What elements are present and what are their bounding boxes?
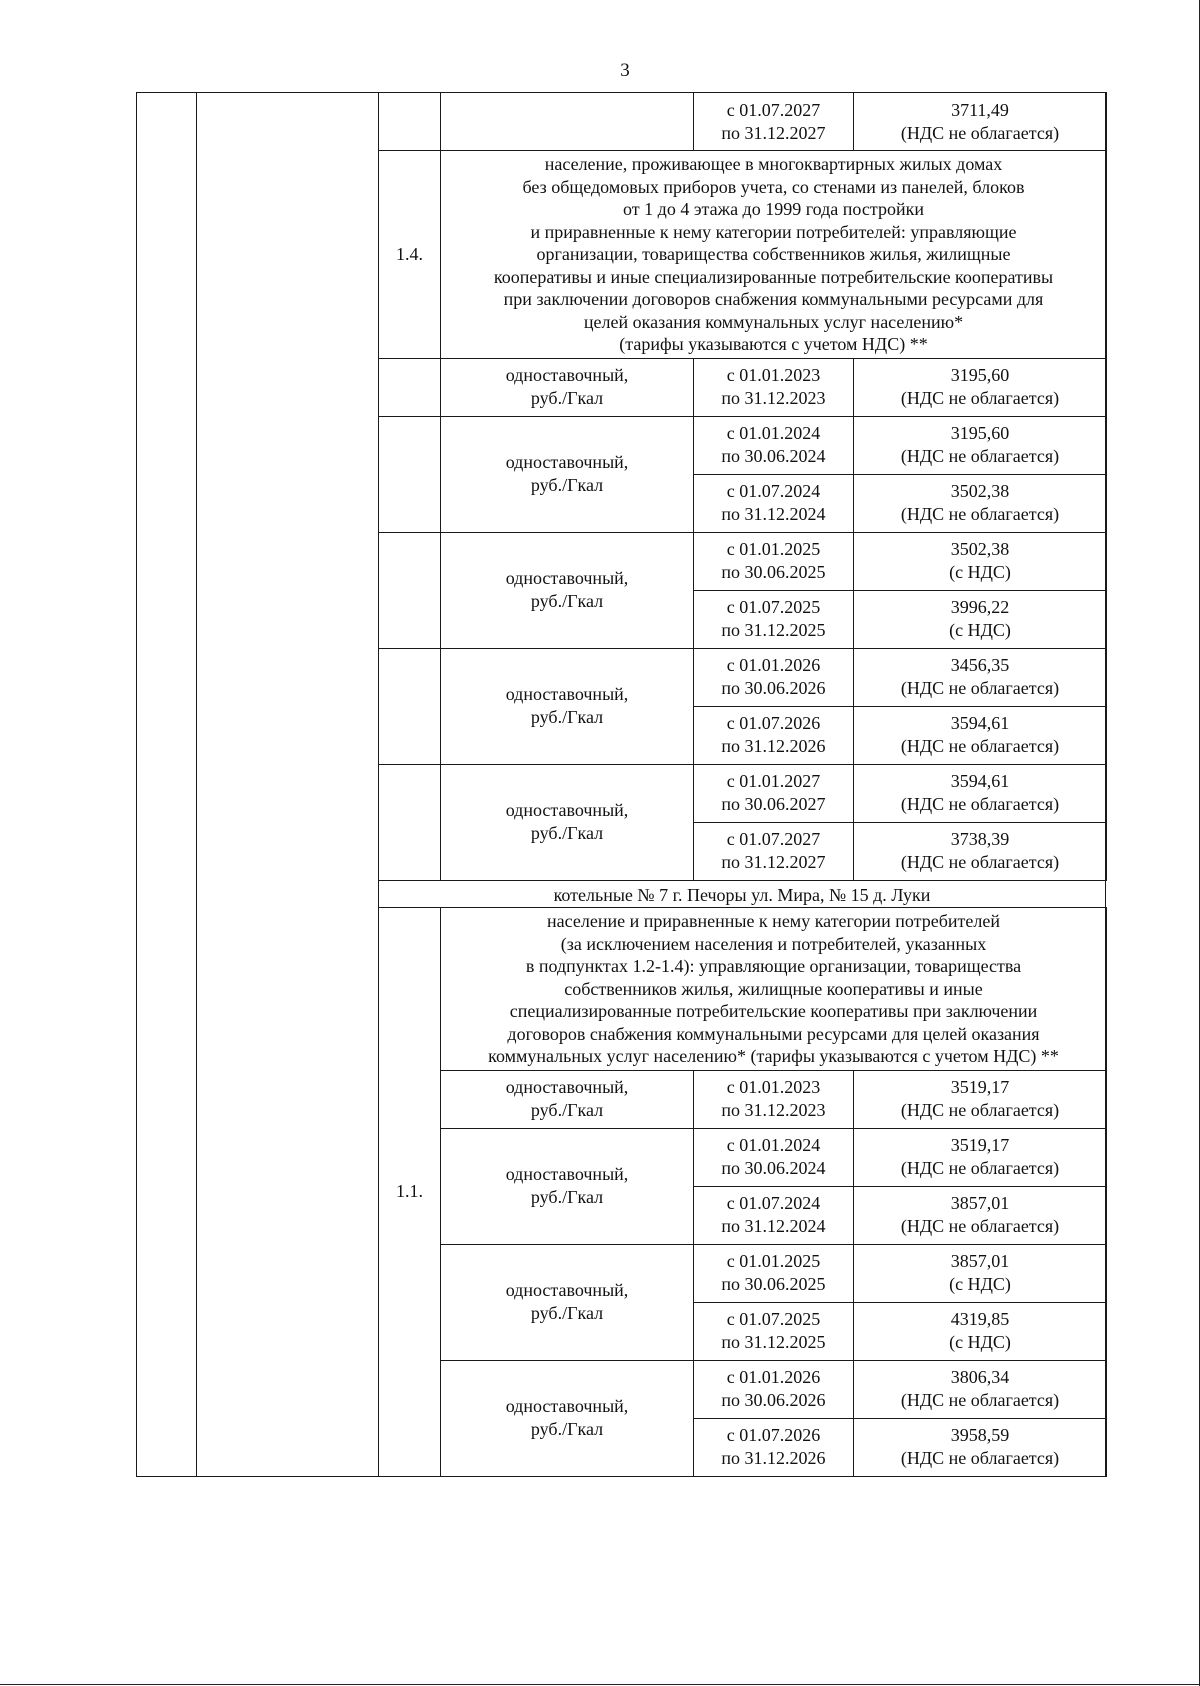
text-line: с 01.07.2027 — [726, 99, 821, 120]
text-line: по 30.06.2025 — [721, 1274, 826, 1294]
text-line: с 01.01.2023 — [726, 1077, 821, 1097]
text-line: с 01.01.2025 — [726, 539, 821, 559]
tariff-type — [441, 1244, 694, 1360]
text-line: при заключении договоров снабжения коммунальными ресурсами для — [503, 289, 1044, 309]
table-row — [379, 764, 1107, 822]
empty-number-cell — [379, 93, 441, 151]
text-line: по 30.06.2024 — [721, 1158, 826, 1178]
text-line: одноставочный, — [505, 1280, 629, 1300]
tariff-section-1-4 — [378, 92, 1106, 881]
item-number: 1.1. — [379, 908, 441, 1477]
empty-type-cell — [441, 93, 694, 151]
text-line: с 01.07.2025 — [726, 597, 821, 617]
scan-edge-bottom — [0, 1684, 1200, 1685]
text-line: с 01.01.2023 — [726, 365, 821, 385]
text-line: руб./Гкал — [530, 1187, 604, 1207]
tariff-type — [441, 648, 694, 764]
text-line: договоров снабжения коммунальными ресурсами для целей оказания — [507, 1023, 1040, 1044]
text-line: 3594,61 — [950, 713, 1010, 733]
empty-number-cell — [379, 764, 441, 880]
text-line: (НДС не облагается) — [900, 504, 1060, 524]
text-line: (с НДС) — [949, 562, 1011, 582]
tariff-table — [378, 92, 1107, 881]
text-line: 4319,85 — [950, 1309, 1010, 1329]
tariff-type — [441, 1070, 694, 1128]
tariff-period — [694, 648, 854, 706]
tariff-table — [378, 907, 1107, 1477]
tariff-period — [694, 1128, 854, 1186]
tariff-value — [854, 1186, 1107, 1244]
tariff-value — [854, 1360, 1107, 1418]
text-line: по 31.12.2025 — [721, 620, 826, 640]
tariff-value — [854, 474, 1107, 532]
text-line: кооперативы и иные специализированные потребительские кооперативы — [493, 266, 1054, 287]
tariff-period — [694, 474, 854, 532]
text-line: с 01.07.2024 — [726, 1193, 821, 1213]
text-line: целей оказания коммунальных услуг населению* — [583, 311, 964, 332]
tariff-period — [694, 1302, 854, 1360]
text-line: 3958,59 — [950, 1425, 1010, 1445]
text-line: с 01.01.2026 — [726, 1367, 821, 1387]
text-line: одноставочный, — [505, 800, 629, 820]
text-line: одноставочный, — [505, 1164, 629, 1184]
text-line: с 01.01.2024 — [726, 1135, 821, 1155]
text-line: (НДС не облагается) — [900, 1100, 1060, 1120]
text-line: 3502,38 — [950, 539, 1010, 559]
text-line: собственников жилья, жилищные кооперативы и иные — [564, 978, 983, 999]
tariff-section-1-1 — [378, 907, 1106, 1477]
text-line: по 30.06.2026 — [721, 1390, 826, 1410]
text-line: 3502,38 — [950, 481, 1010, 501]
tariff-type — [441, 416, 694, 532]
text-line: по 31.12.2024 — [721, 504, 826, 524]
text-line: население и приравненные к нему категории потребителей — [547, 911, 1000, 931]
table-row — [379, 908, 1107, 1071]
text-line: организации, товарищества собственников жилья, жилищные — [536, 244, 1011, 264]
text-line: (НДС не облагается) — [900, 794, 1060, 814]
table-row — [379, 1128, 1107, 1186]
text-line: (НДС не облагается) — [900, 122, 1060, 143]
text-line: по 31.12.2024 — [721, 1216, 826, 1236]
tariff-period — [694, 822, 854, 880]
text-line: (с НДС) — [949, 1274, 1011, 1294]
text-line: с 01.01.2027 — [726, 771, 821, 791]
text-line: с 01.07.2024 — [726, 481, 821, 501]
table-row — [379, 358, 1107, 416]
text-line: по 30.06.2027 — [721, 794, 826, 814]
item-description — [441, 151, 1107, 359]
text-line: население, проживающее в многоквартирных жилых домах — [544, 154, 1003, 174]
tariff-value — [854, 764, 1107, 822]
text-line: руб./Гкал — [530, 591, 604, 611]
text-line: (НДС не облагается) — [900, 388, 1060, 408]
text-line: 3857,01 — [950, 1193, 1010, 1213]
tariff-period — [694, 590, 854, 648]
text-line: с 01.01.2025 — [726, 1251, 821, 1271]
text-line: 3456,35 — [950, 655, 1010, 675]
tariff-value — [854, 590, 1107, 648]
text-line: с 01.07.2027 — [726, 829, 821, 849]
tariff-value — [854, 93, 1107, 151]
tariff-type — [441, 358, 694, 416]
text-line: по 30.06.2026 — [721, 678, 826, 698]
table-row — [379, 1070, 1107, 1128]
tariff-period — [694, 1360, 854, 1418]
table-row — [379, 151, 1107, 359]
text-line: без общедомовых приборов учета, со стенами из панелей, блоков — [522, 176, 1025, 197]
column-divider — [196, 92, 197, 1477]
item-number: 1.4. — [379, 151, 441, 359]
tariff-period — [694, 1244, 854, 1302]
text-line: специализированные потребительские кооперативы при заключении — [509, 1001, 1038, 1021]
empty-number-cell — [379, 648, 441, 764]
text-line: одноставочный, — [505, 365, 629, 385]
text-line: с 01.01.2026 — [726, 655, 821, 675]
text-line: одноставочный, — [505, 684, 629, 704]
tariff-value — [854, 358, 1107, 416]
tariff-period — [694, 706, 854, 764]
tariff-period — [694, 358, 854, 416]
text-line: с 01.01.2024 — [726, 423, 821, 443]
text-line: с 01.07.2025 — [726, 1309, 821, 1329]
tariff-period — [694, 1186, 854, 1244]
text-line: руб./Гкал — [530, 1100, 604, 1120]
text-line: по 31.12.2025 — [721, 1332, 826, 1352]
text-line: руб./Гкал — [530, 1303, 604, 1323]
tariff-value — [854, 1128, 1107, 1186]
text-line: 3711,49 — [951, 99, 1009, 120]
table-row — [379, 1244, 1107, 1302]
text-line: в подпунктах 1.2-1.4): управляющие организации, товарищества — [525, 956, 1022, 976]
tariff-type — [441, 764, 694, 880]
table-row — [379, 1360, 1107, 1418]
tariff-period — [694, 93, 854, 151]
text-line: руб./Гкал — [530, 707, 604, 727]
text-line: (НДС не облагается) — [900, 1216, 1060, 1236]
empty-number-cell — [379, 358, 441, 416]
boiler-house-banner: котельные № 7 г. Печоры ул. Мира, № 15 д. Луки — [378, 880, 1106, 908]
text-line: по 31.12.2023 — [721, 1100, 826, 1120]
text-line: 3996,22 — [950, 597, 1010, 617]
text-line: одноставочный, — [505, 1077, 629, 1097]
tariff-period — [694, 1418, 854, 1476]
tariff-value — [854, 1418, 1107, 1476]
tariff-period — [694, 416, 854, 474]
text-line: 3195,60 — [950, 365, 1010, 385]
text-line: (НДС не облагается) — [900, 852, 1060, 872]
text-line: одноставочный, — [505, 568, 629, 588]
text-line: руб./Гкал — [530, 823, 604, 843]
text-line: (за исключением населения и потребителей, указанных — [560, 933, 987, 954]
tariff-value — [854, 706, 1107, 764]
tariff-type — [441, 1360, 694, 1476]
text-line: 3857,01 — [950, 1251, 1010, 1271]
tariff-value — [854, 822, 1107, 880]
text-line: одноставочный, — [505, 1396, 629, 1416]
text-line: одноставочный, — [505, 452, 629, 472]
tariff-value — [854, 416, 1107, 474]
table-row — [379, 532, 1107, 590]
text-line: по 31.12.2023 — [721, 388, 826, 408]
text-line: (НДС не облагается) — [900, 1158, 1060, 1178]
empty-number-cell — [379, 532, 441, 648]
item-description — [441, 908, 1107, 1071]
tariff-value — [854, 1302, 1107, 1360]
text-line: 3806,34 — [950, 1367, 1010, 1387]
text-line: (НДС не облагается) — [900, 1390, 1060, 1410]
text-line: (НДС не облагается) — [900, 678, 1060, 698]
text-line: 3519,17 — [950, 1077, 1010, 1097]
text-line: 3195,60 — [950, 423, 1010, 443]
text-line: коммунальных услуг населению* (тарифы указываются с учетом НДС) ** — [488, 1046, 1059, 1066]
tariff-period — [694, 532, 854, 590]
tariff-value — [854, 532, 1107, 590]
tariff-type — [441, 1128, 694, 1244]
empty-number-cell — [379, 416, 441, 532]
text-line: (с НДС) — [949, 620, 1011, 640]
text-line: по 30.06.2025 — [721, 562, 826, 582]
text-line: (с НДС) — [949, 1332, 1011, 1352]
text-line: (НДС не облагается) — [900, 1448, 1060, 1468]
text-line: 3738,39 — [950, 829, 1010, 849]
text-line: по 31.12.2026 — [721, 1448, 826, 1468]
table-row — [379, 648, 1107, 706]
table-row — [379, 93, 1107, 151]
text-line: по 31.12.2026 — [721, 736, 826, 756]
text-line: руб./Гкал — [530, 388, 604, 408]
text-line: руб./Гкал — [530, 475, 604, 495]
text-line: (тарифы указываются с учетом НДС) ** — [619, 334, 928, 354]
text-line: 3594,61 — [950, 771, 1010, 791]
text-line: руб./Гкал — [530, 1419, 604, 1439]
tariff-period — [694, 764, 854, 822]
text-line: с 01.07.2026 — [726, 713, 821, 733]
text-line: по 31.12.2027 — [721, 122, 826, 143]
text-line: и приравненные к нему категории потребителей: управляющие — [530, 221, 1017, 242]
tariff-value — [854, 1244, 1107, 1302]
text-line: по 30.06.2024 — [721, 446, 826, 466]
text-line: 3519,17 — [950, 1135, 1010, 1155]
text-line: (НДС не облагается) — [900, 736, 1060, 756]
tariff-period — [694, 1070, 854, 1128]
text-line: по 31.12.2027 — [721, 852, 826, 872]
tariff-value — [854, 648, 1107, 706]
tariff-value — [854, 1070, 1107, 1128]
text-line: с 01.07.2026 — [726, 1425, 821, 1445]
text-line: от 1 до 4 этажа до 1999 года постройки — [623, 199, 924, 219]
text-line: (НДС не облагается) — [900, 446, 1060, 466]
page-number: 3 — [620, 60, 630, 81]
tariff-type — [441, 532, 694, 648]
table-row — [379, 416, 1107, 474]
